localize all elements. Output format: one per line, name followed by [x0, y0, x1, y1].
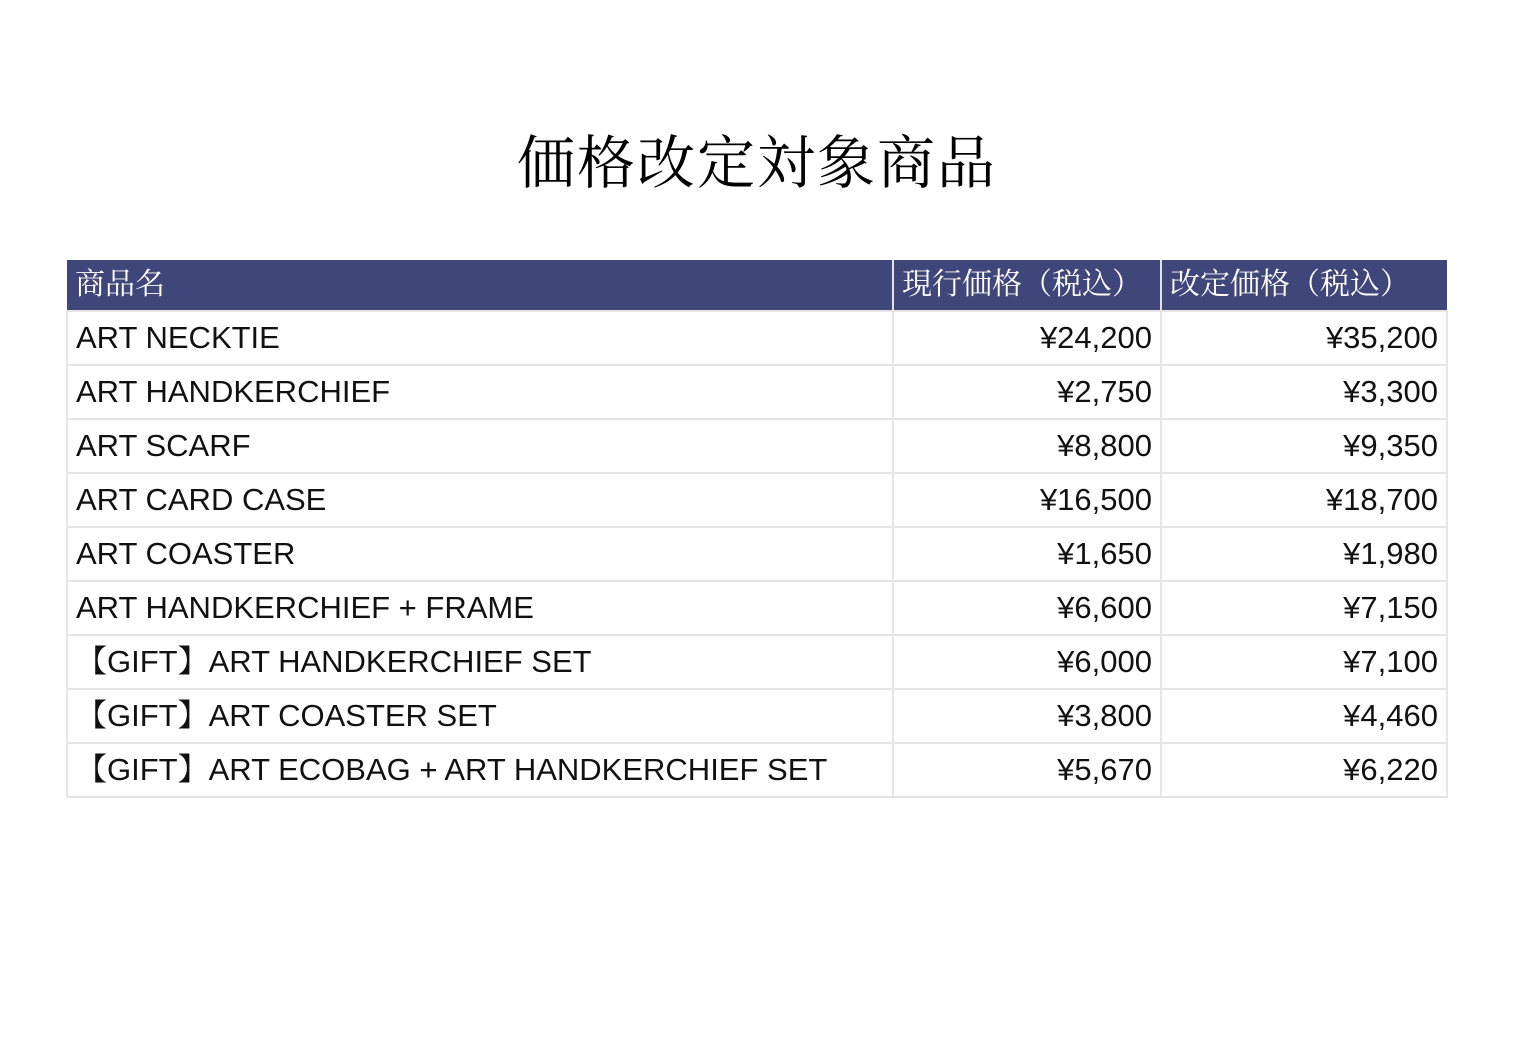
new-price-cell: ¥1,980	[1161, 527, 1447, 581]
current-price-cell: ¥1,650	[893, 527, 1161, 581]
current-price-cell: ¥5,670	[893, 743, 1161, 797]
table-row	[67, 743, 1447, 797]
new-price-cell: ¥18,700	[1161, 473, 1447, 527]
product-name-cell: ART HANDKERCHIEF	[67, 365, 893, 419]
table-row	[67, 581, 1447, 635]
new-price-cell: ¥35,200	[1161, 311, 1447, 365]
product-name-cell: ART CARD CASE	[67, 473, 893, 527]
header-row	[67, 260, 1447, 311]
table-row	[67, 311, 1447, 365]
current-price-cell: ¥6,000	[893, 635, 1161, 689]
product-name-cell: 【GIFT】ART COASTER SET	[67, 689, 893, 743]
product-name-cell: ART NECKTIE	[67, 311, 893, 365]
table-row	[67, 419, 1447, 473]
product-name-cell: ART HANDKERCHIEF + FRAME	[67, 581, 893, 635]
current-price-cell: ¥16,500	[893, 473, 1161, 527]
header-new-price: 改定価格（税込）	[1161, 260, 1447, 311]
table-header	[67, 260, 1447, 311]
new-price-cell: ¥7,150	[1161, 581, 1447, 635]
new-price-cell: ¥6,220	[1161, 743, 1447, 797]
new-price-cell: ¥9,350	[1161, 419, 1447, 473]
table-row	[67, 635, 1447, 689]
product-name-cell: 【GIFT】ART HANDKERCHIEF SET	[67, 635, 893, 689]
current-price-cell: ¥24,200	[893, 311, 1161, 365]
new-price-cell: ¥4,460	[1161, 689, 1447, 743]
product-name-cell: 【GIFT】ART ECOBAG + ART HANDKERCHIEF SET	[67, 743, 893, 797]
product-name-cell: ART COASTER	[67, 527, 893, 581]
current-price-cell: ¥8,800	[893, 419, 1161, 473]
current-price-cell: ¥3,800	[893, 689, 1161, 743]
new-price-cell: ¥7,100	[1161, 635, 1447, 689]
current-price-cell: ¥2,750	[893, 365, 1161, 419]
product-name-cell: ART SCARF	[67, 419, 893, 473]
current-price-cell: ¥6,600	[893, 581, 1161, 635]
new-price-cell: ¥3,300	[1161, 365, 1447, 419]
table-row	[67, 527, 1447, 581]
table-body	[67, 311, 1447, 797]
table-row	[67, 365, 1447, 419]
header-product-name: 商品名	[67, 260, 893, 311]
page-title: 価格改定対象商品	[516, 128, 997, 197]
table-row	[67, 689, 1447, 743]
header-current-price: 現行価格（税込）	[893, 260, 1161, 311]
price-revision-table	[66, 260, 1448, 798]
table-row	[67, 473, 1447, 527]
